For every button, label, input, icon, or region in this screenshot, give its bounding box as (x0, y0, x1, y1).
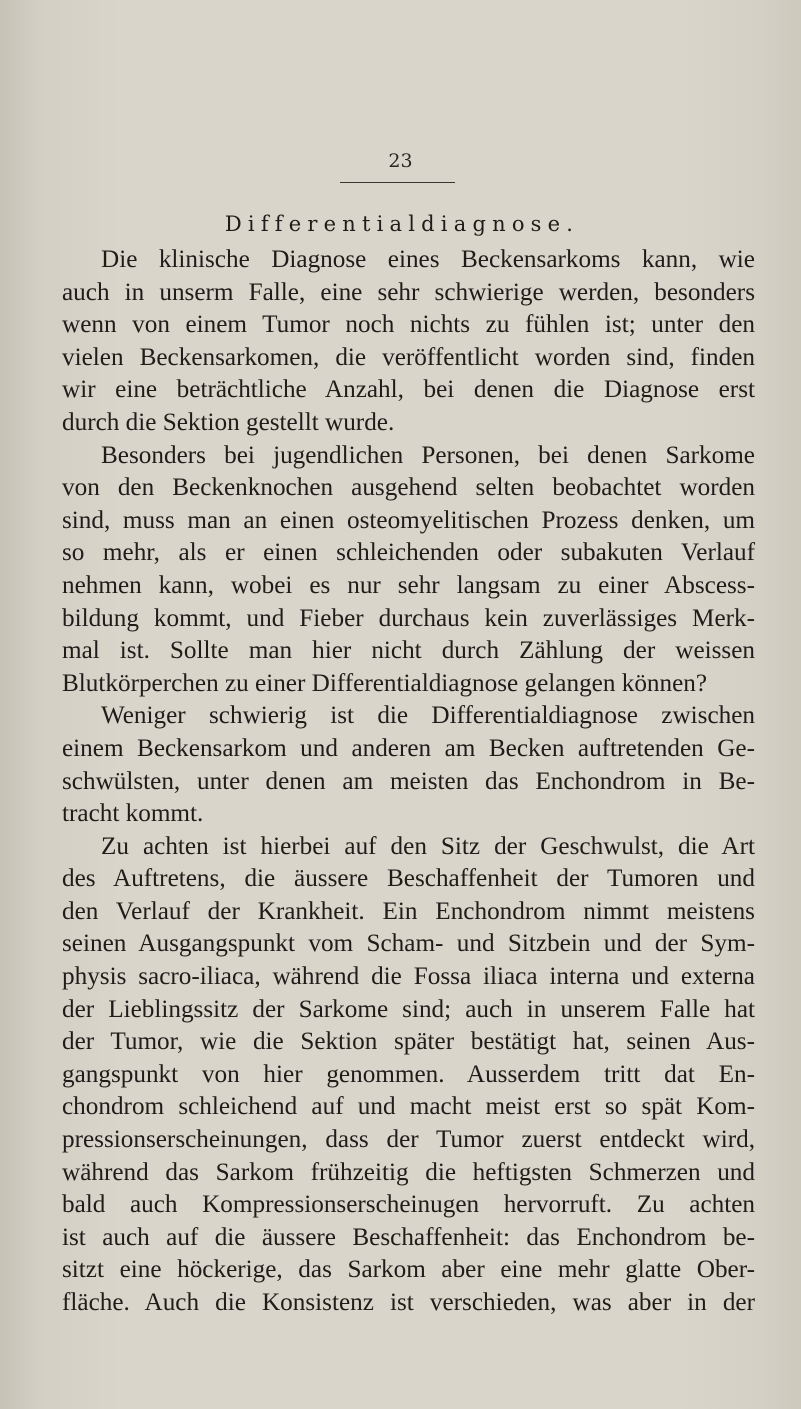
text-line: während das Sarkom frühzeitig die heftigsten Schmerzen und (62, 1158, 755, 1186)
text-line: sind, muss man an einen osteomyelitischen Prozess denken, um (62, 506, 755, 534)
page-number-rule (340, 182, 455, 183)
text-line: Blutkörperchen zu einer Differentialdiagnose gelangen können? (62, 669, 708, 697)
text-line: gangspunkt von hier genommen. Ausserdem tritt dat En- (62, 1060, 755, 1088)
text-line: der Lieblingssitz der Sarkome sind; auch in unserem Falle hat (62, 995, 755, 1023)
text-line: bildung kommt, und Fieber durchaus kein zuverlässiges Merk- (62, 604, 755, 632)
page-number: 23 (388, 150, 413, 172)
text-line: chondrom schleichend auf und macht meist erst so spät Kom- (62, 1093, 755, 1121)
text-line: einem Beckensarkom und anderen am Becken auftretenden Ge- (62, 734, 755, 762)
text-line: Die klinische Diagnose eines Beckensarkoms kann, wie (101, 246, 755, 273)
body-text (62, 244, 755, 1320)
section-heading: Differentialdiagnose. (224, 212, 580, 236)
text-line: von den Beckenknochen ausgehend selten beobachtet worden (62, 474, 755, 502)
text-line: seinen Ausgangspunkt vom Scham- und Sitzbein und der Sym- (62, 930, 755, 958)
text-line: vielen Beckensarkomen, die veröffentlicht worden sind, finden (62, 343, 755, 371)
text-line: so mehr, als er einen schleichenden oder subakuten Verlauf (62, 539, 755, 567)
text-line: Weniger schwierig ist die Differentialdiagnose zwischen (101, 702, 755, 730)
text-line: des Auftretens, die äussere Beschaffenheit der Tumoren und (62, 865, 755, 893)
text-line: fläche. Auch die Konsistenz ist verschieden, was aber in der (62, 1289, 755, 1316)
text-line: wenn von einem Tumor noch nichts zu fühlen ist; unter den (62, 311, 755, 339)
text-line: bald auch Kompressionserscheinugen hervorruft. Zu achten (62, 1191, 755, 1219)
text-line: physis sacro-iliaca, während die Fossa iliaca interna und externa (62, 963, 755, 991)
text-line: der Tumor, wie die Sektion später bestätigt hat, seinen Aus- (62, 1028, 755, 1056)
text-line: mal ist. Sollte man hier nicht durch Zählung der weissen (62, 637, 755, 665)
text-line: pressionserscheinungen, dass der Tumor zuerst entdeckt wird, (62, 1126, 755, 1154)
text-line: auch in unserm Falle, eine sehr schwierige werden, besonders (62, 278, 755, 306)
text-line: Zu achten ist hierbei auf den Sitz der Geschwulst, die Art (101, 832, 755, 860)
text-line: ist auch auf die äussere Beschaffenheit: das Enchondrom be- (62, 1223, 755, 1251)
text-line: sitzt eine höckerige, das Sarkom aber eine mehr glatte Ober- (62, 1256, 755, 1284)
text-line: schwülsten, unter denen am meisten das Enchondrom in Be- (62, 767, 755, 795)
text-line: nehmen kann, wobei es nur sehr langsam zu einer Abscess- (62, 571, 755, 599)
text-line: Besonders bei jugendlichen Personen, bei denen Sarkome (101, 441, 755, 469)
text-line: tracht kommt. (62, 800, 204, 828)
text-line: wir eine beträchtliche Anzahl, bei denen die Diagnose erst (62, 376, 755, 404)
text-line: durch die Sektion gestellt wurde. (62, 408, 395, 436)
text-line: den Verlauf der Krankheit. Ein Enchondrom nimmt meistens (62, 897, 755, 925)
